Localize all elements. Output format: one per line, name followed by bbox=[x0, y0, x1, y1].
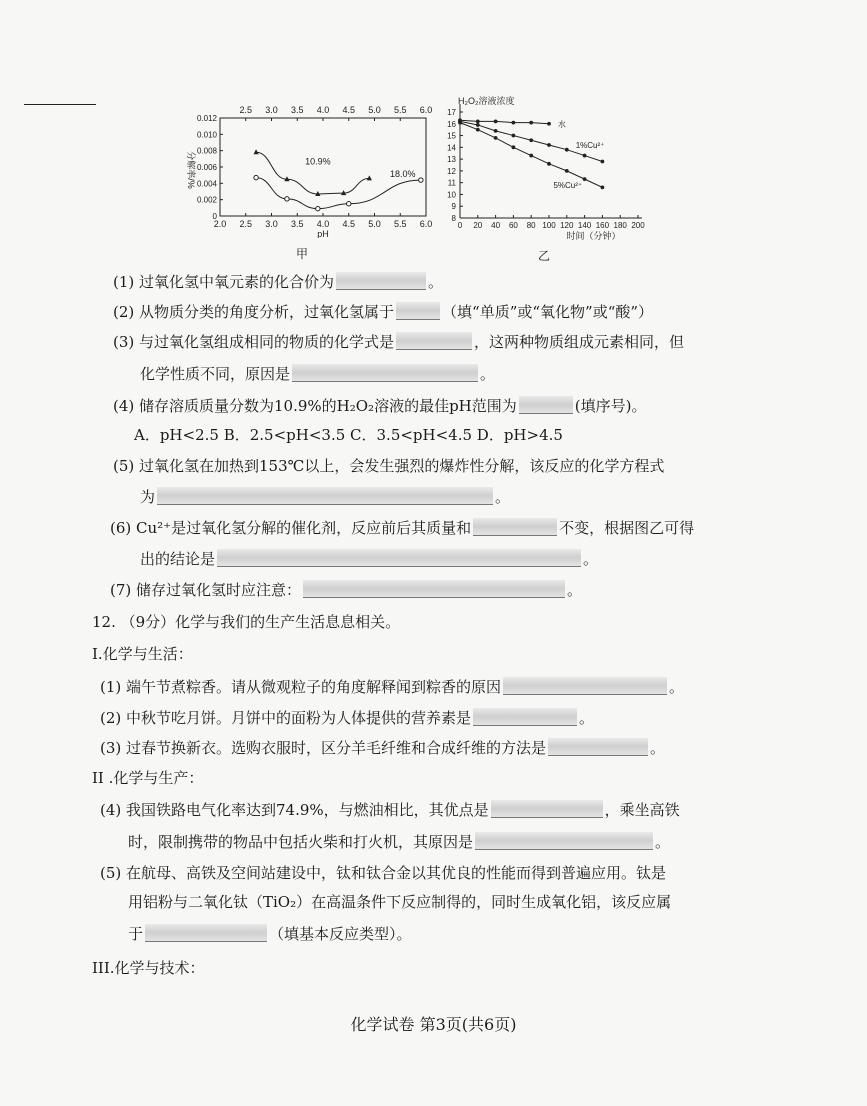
y-axis-label: H₂O₂溶液浓度 bbox=[458, 96, 515, 106]
y-tick-label: 0.006 bbox=[196, 163, 217, 172]
data-point bbox=[565, 169, 569, 173]
text-line bbox=[134, 425, 563, 445]
text-line bbox=[128, 832, 670, 852]
answer-blank[interactable] bbox=[217, 549, 581, 567]
x-tick-label: 60 bbox=[508, 221, 518, 230]
data-point bbox=[476, 120, 480, 124]
y-tick-label: 13 bbox=[447, 155, 456, 165]
text-segment: II .化学与生产： bbox=[92, 769, 204, 787]
top-tick-label: 5.5 bbox=[393, 105, 407, 115]
plot-frame bbox=[220, 118, 426, 216]
text-line bbox=[92, 612, 400, 632]
text-line bbox=[140, 549, 598, 569]
text-line bbox=[113, 396, 646, 416]
text-line bbox=[113, 456, 664, 476]
text-line bbox=[100, 677, 684, 697]
answer-blank[interactable] bbox=[157, 487, 493, 505]
text-segment: 。 bbox=[567, 581, 583, 599]
x-tick-label: 160 bbox=[595, 221, 610, 230]
data-point bbox=[583, 154, 587, 158]
y-tick-label: 0.008 bbox=[196, 146, 217, 156]
text-segment: 。 bbox=[583, 550, 599, 568]
y-tick-label: 16 bbox=[447, 119, 456, 129]
data-point bbox=[494, 120, 498, 124]
text-segment: 不变，根据图乙可得 bbox=[559, 519, 695, 537]
text-line bbox=[113, 272, 443, 292]
answer-blank[interactable] bbox=[473, 518, 557, 536]
x-tick-label: 6.0 bbox=[419, 219, 433, 229]
text-line bbox=[128, 924, 412, 944]
x-tick-label: 5.0 bbox=[368, 219, 381, 229]
text-segment: (5) 过氧化氢在加热到153℃以上，会发生强烈的爆炸性分解，该反应的化学方程式 bbox=[113, 457, 665, 475]
text-segment: ，乘坐高铁 bbox=[604, 801, 680, 819]
text-segment: (3) 过春节换新衣。选购衣服时，区分羊毛纤维和合成纤维的方法是 bbox=[100, 739, 547, 757]
x-axis-label: pH bbox=[317, 229, 329, 238]
text-line bbox=[110, 518, 694, 538]
x-tick-label: 5.5 bbox=[393, 219, 407, 229]
top-tick-label: 4.5 bbox=[342, 105, 356, 115]
series-label: 10.9% bbox=[305, 156, 331, 167]
x-tick-label: 140 bbox=[577, 221, 592, 230]
data-point bbox=[547, 143, 551, 147]
top-tick-label: 4.0 bbox=[316, 105, 330, 115]
text-segment: III.化学与技术： bbox=[92, 959, 205, 977]
text-segment: I.化学与生活： bbox=[92, 645, 193, 663]
text-segment: 出的结论是 bbox=[140, 550, 216, 568]
y-tick-label: 15 bbox=[447, 131, 456, 141]
data-point bbox=[547, 162, 551, 166]
data-point bbox=[458, 121, 462, 125]
text-segment: ，这两种物质组成元素相同，但 bbox=[474, 333, 685, 351]
top-tick-label: 6.0 bbox=[419, 105, 433, 115]
x-tick-label: 2.5 bbox=[239, 219, 253, 229]
data-point bbox=[419, 178, 423, 182]
data-point bbox=[529, 154, 533, 158]
text-segment: （填“单质”或“氧化物”或“酸”） bbox=[442, 303, 654, 321]
answer-blank[interactable] bbox=[396, 302, 440, 320]
top-tick-label: 3.0 bbox=[265, 105, 278, 115]
text-segment: 。 bbox=[655, 833, 671, 851]
x-tick-label: 80 bbox=[526, 221, 536, 230]
text-line bbox=[140, 487, 510, 507]
x-tick-label: 0 bbox=[457, 221, 463, 230]
text-segment: 用铝粉与二氧化钛（TiO₂）在高温条件下反应制得的，同时生成氧化铝，该反应属 bbox=[128, 893, 672, 911]
text-line bbox=[100, 738, 665, 758]
text-line bbox=[128, 892, 671, 912]
x-tick-label: 2.0 bbox=[213, 219, 227, 229]
data-point bbox=[285, 197, 289, 201]
top-tick-label: 3.5 bbox=[290, 105, 304, 115]
chart-caption-yi: 乙 bbox=[538, 249, 551, 263]
x-axis-label: 时间（分钟） bbox=[566, 231, 621, 241]
y-tick-label: 0.010 bbox=[196, 130, 217, 140]
x-tick-label: 40 bbox=[491, 221, 501, 230]
answer-blank[interactable] bbox=[473, 708, 577, 726]
answer-blank[interactable] bbox=[475, 832, 653, 850]
series-label: 1%Cu²⁺ bbox=[575, 140, 605, 150]
x-tick-label: 3.0 bbox=[265, 219, 278, 229]
text-line bbox=[113, 332, 684, 352]
text-segment: 。 bbox=[495, 488, 511, 506]
data-point bbox=[476, 123, 480, 127]
text-segment: (3) 与过氧化氢组成相同的物质的化学式是 bbox=[113, 333, 395, 351]
text-segment: (4) 我国铁路电气化率达到74.9%，与燃油相比，其优点是 bbox=[100, 801, 489, 819]
text-line bbox=[110, 580, 582, 600]
text-segment: (5) 在航母、高铁及空间站建设中，钛和钛合金以其优良的性能而得到普遍应用。钛是 bbox=[100, 864, 667, 882]
data-point bbox=[583, 177, 587, 181]
y-tick-label: 14 bbox=[447, 143, 456, 153]
y-tick-label: 0.004 bbox=[196, 179, 217, 189]
data-point bbox=[512, 145, 516, 149]
text-segment: (7) 储存过氧化氢时应注意： bbox=[110, 581, 302, 599]
page-footer: 化学试卷 第3页(共6页) bbox=[350, 1015, 517, 1034]
data-point bbox=[529, 121, 533, 125]
x-tick-label: 100 bbox=[542, 221, 556, 230]
data-point bbox=[512, 134, 516, 138]
text-segment: 。 bbox=[480, 365, 496, 383]
text-line bbox=[92, 958, 205, 978]
y-tick-label: 10 bbox=[447, 190, 456, 200]
x-tick-label: 4.5 bbox=[342, 219, 356, 229]
text-segment: A．pH<2.5 B．2.5<pH<3.5 C．3.5<pH<4.5 D．pH>4.5 bbox=[134, 426, 563, 444]
y-tick-label: 0.002 bbox=[196, 195, 217, 205]
text-segment: 12. （9分）化学与我们的生产生活息息相关。 bbox=[92, 613, 401, 631]
x-tick-label: 20 bbox=[473, 221, 483, 230]
y-tick-label: 17 bbox=[447, 108, 456, 117]
y-axis-label: 分解率/% bbox=[186, 151, 196, 189]
y-tick-label: 11 bbox=[447, 178, 456, 188]
series-label: 18.0% bbox=[389, 168, 416, 179]
text-segment: (2) 从物质分类的角度分析，过氧化氢属于 bbox=[113, 303, 395, 321]
series-label: 5%Cu²⁺ bbox=[553, 181, 583, 191]
series-line bbox=[460, 120, 549, 124]
x-tick-label: 4.0 bbox=[316, 219, 330, 229]
data-point bbox=[565, 148, 569, 152]
x-tick-label: 180 bbox=[613, 221, 627, 230]
text-segment: 于 bbox=[128, 925, 144, 943]
chart-caption-jia: 甲 bbox=[296, 247, 309, 261]
answer-blank[interactable] bbox=[396, 332, 472, 350]
data-point bbox=[476, 128, 480, 132]
text-line bbox=[113, 302, 653, 322]
text-segment: 为 bbox=[140, 488, 156, 506]
answer-blank[interactable] bbox=[491, 800, 603, 818]
data-point bbox=[601, 185, 605, 189]
data-point bbox=[529, 138, 533, 142]
data-point bbox=[367, 175, 372, 180]
data-point bbox=[347, 202, 351, 206]
answer-blank[interactable] bbox=[145, 924, 267, 942]
text-segment: 。 bbox=[579, 709, 595, 727]
text-segment: 化学性质不同，原因是 bbox=[140, 365, 291, 383]
y-tick-label: 9 bbox=[451, 202, 456, 212]
text-segment: (6) Cu²⁺是过氧化氢分解的催化剂，反应前后其质量和 bbox=[110, 519, 472, 537]
answer-blank[interactable] bbox=[503, 677, 667, 695]
text-line bbox=[92, 768, 203, 788]
text-segment: (填序号)。 bbox=[574, 397, 647, 415]
y-tick-label: 8 bbox=[451, 214, 456, 223]
text-segment: 。 bbox=[428, 273, 444, 291]
text-line bbox=[100, 708, 594, 728]
text-segment: (1) 端午节煮粽香。请从微观粒子的角度解释闻到粽香的原因 bbox=[100, 678, 502, 696]
text-segment: （填基本反应类型）。 bbox=[269, 925, 412, 943]
text-segment: (1) 过氧化氢中氧元素的化合价为 bbox=[113, 273, 335, 291]
data-point bbox=[253, 149, 258, 154]
data-point bbox=[254, 175, 258, 179]
header-rule bbox=[24, 104, 96, 105]
top-tick-label: 5.0 bbox=[368, 105, 381, 115]
answer-blank[interactable] bbox=[303, 580, 565, 598]
series-label: 水 bbox=[557, 119, 566, 129]
answer-blank[interactable] bbox=[336, 272, 426, 290]
text-segment: (2) 中秋节吃月饼。月饼中的面粉为人体提供的营养素是 bbox=[100, 709, 472, 727]
data-point bbox=[547, 122, 551, 126]
answer-blank[interactable] bbox=[519, 396, 573, 414]
x-tick-label: 200 bbox=[631, 221, 645, 230]
data-point bbox=[316, 206, 320, 210]
answer-blank[interactable] bbox=[292, 364, 478, 382]
answer-blank[interactable] bbox=[548, 738, 648, 756]
text-line bbox=[92, 644, 193, 664]
text-line bbox=[100, 800, 680, 820]
text-line bbox=[100, 863, 666, 883]
text-segment: 时，限制携带的物品中包括火柴和打火机，其原因是 bbox=[128, 833, 474, 851]
text-segment: (4) 储存溶质质量分数为10.9%的H₂O₂溶液的最佳pH范围为 bbox=[113, 397, 517, 415]
text-segment: 。 bbox=[669, 678, 685, 696]
data-point bbox=[494, 136, 498, 140]
x-tick-label: 120 bbox=[560, 221, 574, 230]
top-tick-label: 2.5 bbox=[239, 105, 253, 115]
text-segment: 。 bbox=[650, 739, 666, 757]
chart-concentration-time bbox=[438, 94, 658, 242]
y-tick-label: 0.012 bbox=[196, 114, 217, 123]
chart-ph-decomposition bbox=[180, 98, 440, 238]
y-tick-label: 12 bbox=[447, 166, 456, 176]
data-point bbox=[494, 129, 498, 133]
data-point bbox=[601, 160, 605, 164]
data-point bbox=[512, 121, 516, 125]
text-line bbox=[140, 364, 495, 384]
y-tick-label: 0 bbox=[212, 212, 217, 221]
x-tick-label: 3.5 bbox=[290, 219, 304, 229]
